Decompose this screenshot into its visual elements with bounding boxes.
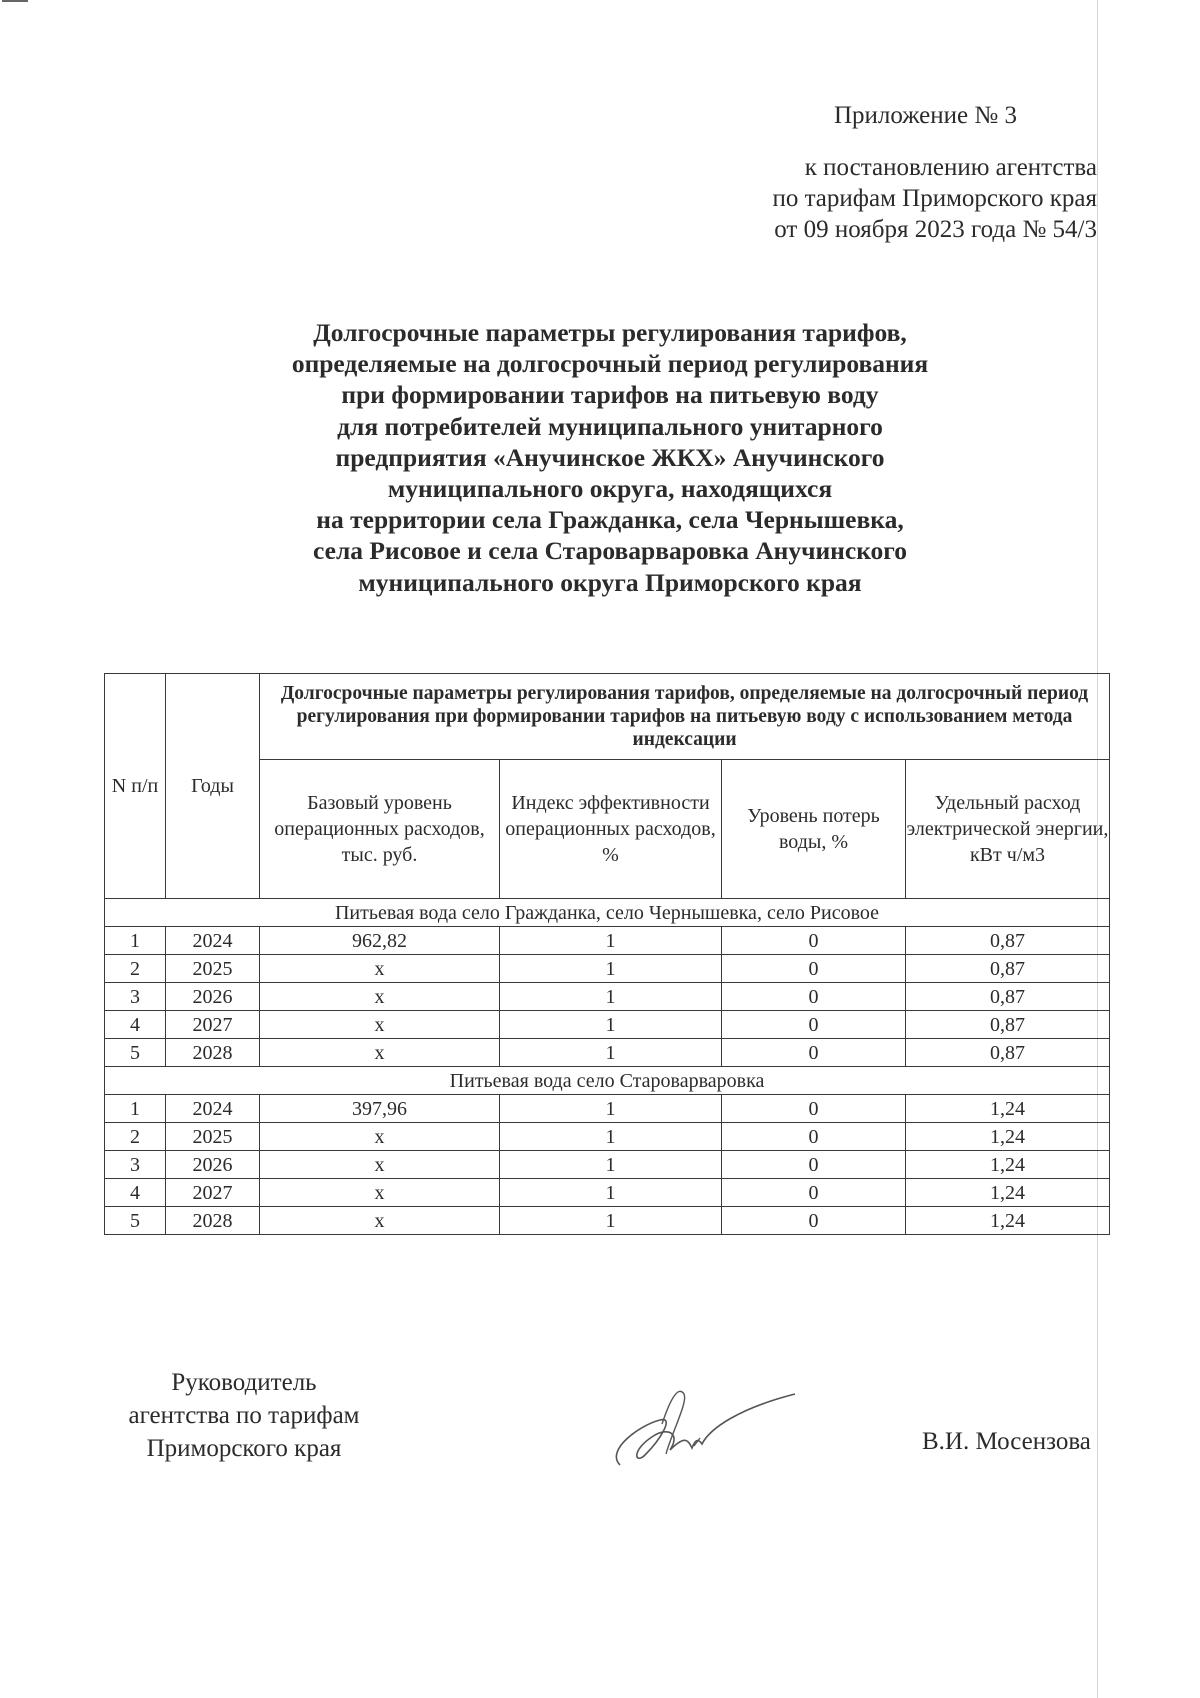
table-row bbox=[105, 1095, 1110, 1123]
cell-efficiency-index: 1 bbox=[500, 1123, 722, 1151]
cell-year: 2026 bbox=[166, 983, 260, 1011]
title-line: муниципального округа Приморского края bbox=[358, 567, 862, 597]
table-row bbox=[105, 983, 1110, 1011]
title-line: предприятия «Анучинское ЖКХ» Анучинского bbox=[335, 442, 885, 472]
cell-efficiency-index: 1 bbox=[500, 1039, 722, 1067]
cell-energy-consumption: 0,87 bbox=[906, 955, 1110, 983]
cell-efficiency-index: 1 bbox=[500, 1207, 722, 1235]
section-title: Питьевая вода село Староварваровка bbox=[105, 1067, 1110, 1095]
cell-energy-consumption: 1,24 bbox=[906, 1179, 1110, 1207]
header-water-loss: Уровень потерь воды, % bbox=[722, 760, 906, 899]
cell-number: 4 bbox=[105, 1179, 166, 1207]
cell-base-opex: х bbox=[260, 1123, 500, 1151]
cell-base-opex: 397,96 bbox=[260, 1095, 500, 1123]
header-energy-consumption: Удельный расход электрической энергии, кВт ч/м3 bbox=[906, 760, 1110, 899]
title-line: муниципального округа, находящихся bbox=[387, 474, 833, 504]
cell-year: 2024 bbox=[166, 927, 260, 955]
appendix-label: Приложение № 3 bbox=[833, 102, 1017, 129]
signatory-line: агентства по тарифам bbox=[128, 1402, 360, 1429]
cell-water-loss: 0 bbox=[722, 955, 906, 983]
cell-base-opex: х bbox=[260, 1039, 500, 1067]
cell-water-loss: 0 bbox=[722, 1039, 906, 1067]
cell-number: 2 bbox=[105, 1123, 166, 1151]
cell-base-opex: х bbox=[260, 955, 500, 983]
signatory-line: Руководитель bbox=[171, 1369, 317, 1396]
table-row bbox=[105, 955, 1110, 983]
decree-reference bbox=[772, 152, 1097, 245]
cell-number: 5 bbox=[105, 1207, 166, 1235]
cell-water-loss: 0 bbox=[722, 1179, 906, 1207]
cell-number: 1 bbox=[105, 927, 166, 955]
table-row bbox=[105, 1207, 1110, 1235]
parameters-table bbox=[104, 673, 1110, 1235]
cell-energy-consumption: 0,87 bbox=[906, 927, 1110, 955]
cell-base-opex: х bbox=[260, 1151, 500, 1179]
title-line: для потребителей муниципального унитарного bbox=[337, 411, 883, 441]
table-row bbox=[105, 1039, 1110, 1067]
cell-water-loss: 0 bbox=[722, 983, 906, 1011]
cell-year: 2027 bbox=[166, 1179, 260, 1207]
cell-number: 3 bbox=[105, 983, 166, 1011]
title-line: Долгосрочные параметры регулирования тарифов, bbox=[313, 318, 907, 347]
decree-line: к постановлению агентства bbox=[804, 154, 1097, 181]
section-row bbox=[105, 899, 1110, 927]
cell-efficiency-index: 1 bbox=[500, 955, 722, 983]
handwritten-signature bbox=[600, 1380, 800, 1480]
cell-water-loss: 0 bbox=[722, 1151, 906, 1179]
cell-efficiency-index: 1 bbox=[500, 983, 722, 1011]
table-row bbox=[105, 1151, 1110, 1179]
decree-line: от 09 ноября 2023 года № 54/3 bbox=[774, 216, 1097, 243]
table-row bbox=[105, 1179, 1110, 1207]
cell-water-loss: 0 bbox=[722, 1207, 906, 1235]
cell-water-loss: 0 bbox=[722, 1011, 906, 1039]
cell-efficiency-index: 1 bbox=[500, 1179, 722, 1207]
cell-energy-consumption: 1,24 bbox=[906, 1123, 1110, 1151]
header-base-opex: Базовый уровень операционных расходов, тыс. руб. bbox=[260, 760, 500, 899]
cell-base-opex: 962,82 bbox=[260, 927, 500, 955]
cell-efficiency-index: 1 bbox=[500, 1011, 722, 1039]
cell-base-opex: х bbox=[260, 1179, 500, 1207]
signatory-line: Приморского края bbox=[146, 1435, 342, 1462]
title-line: села Рисовое и села Староварваровка Анучинского bbox=[313, 536, 907, 566]
header-years: Годы bbox=[166, 674, 260, 899]
signatory-position bbox=[100, 1366, 388, 1465]
cell-water-loss: 0 bbox=[722, 1095, 906, 1123]
cell-year: 2025 bbox=[166, 1123, 260, 1151]
corner-mark bbox=[2, 0, 28, 6]
cell-number: 3 bbox=[105, 1151, 166, 1179]
title-line: определяемые на долгосрочный период регулирования bbox=[291, 349, 929, 379]
table-row bbox=[105, 1123, 1110, 1151]
cell-year: 2024 bbox=[166, 1095, 260, 1123]
header-efficiency-index: Индекс эффективности операционных расходов, % bbox=[500, 760, 722, 899]
cell-year: 2028 bbox=[166, 1039, 260, 1067]
cell-energy-consumption: 1,24 bbox=[906, 1151, 1110, 1179]
cell-energy-consumption: 1,24 bbox=[906, 1095, 1110, 1123]
cell-year: 2028 bbox=[166, 1207, 260, 1235]
cell-year: 2027 bbox=[166, 1011, 260, 1039]
cell-efficiency-index: 1 bbox=[500, 1095, 722, 1123]
section-row bbox=[105, 1067, 1110, 1095]
title-line: при формировании тарифов на питьевую воду bbox=[341, 380, 879, 410]
cell-base-opex: х bbox=[260, 983, 500, 1011]
cell-number: 4 bbox=[105, 1011, 166, 1039]
section-title: Питьевая вода село Гражданка, село Чернышевка, село Рисовое bbox=[105, 899, 1110, 927]
cell-energy-consumption: 0,87 bbox=[906, 983, 1110, 1011]
table-row bbox=[105, 927, 1110, 955]
document-title bbox=[240, 317, 980, 598]
cell-base-opex: х bbox=[260, 1011, 500, 1039]
cell-energy-consumption: 0,87 bbox=[906, 1011, 1110, 1039]
table-body bbox=[105, 899, 1110, 1235]
signatory-name: В.И. Мосензова bbox=[922, 1428, 1091, 1455]
decree-line: по тарифам Приморского края bbox=[772, 185, 1097, 212]
cell-year: 2025 bbox=[166, 955, 260, 983]
cell-efficiency-index: 1 bbox=[500, 1151, 722, 1179]
cell-water-loss: 0 bbox=[722, 1123, 906, 1151]
header-number: N п/п bbox=[105, 674, 166, 899]
header-group: Долгосрочные параметры регулирования тарифов, определяемые на долгосрочный период регулирования при формировании тарифов на питьевую воду с использованием метода индексации bbox=[260, 674, 1110, 760]
title-line: на территории села Гражданка, села Чернышевка, bbox=[316, 505, 904, 535]
cell-number: 5 bbox=[105, 1039, 166, 1067]
cell-year: 2026 bbox=[166, 1151, 260, 1179]
cell-number: 1 bbox=[105, 1095, 166, 1123]
cell-number: 2 bbox=[105, 955, 166, 983]
cell-efficiency-index: 1 bbox=[500, 927, 722, 955]
table-row bbox=[105, 1011, 1110, 1039]
cell-energy-consumption: 1,24 bbox=[906, 1207, 1110, 1235]
cell-water-loss: 0 bbox=[722, 927, 906, 955]
cell-energy-consumption: 0,87 bbox=[906, 1039, 1110, 1067]
cell-base-opex: х bbox=[260, 1207, 500, 1235]
